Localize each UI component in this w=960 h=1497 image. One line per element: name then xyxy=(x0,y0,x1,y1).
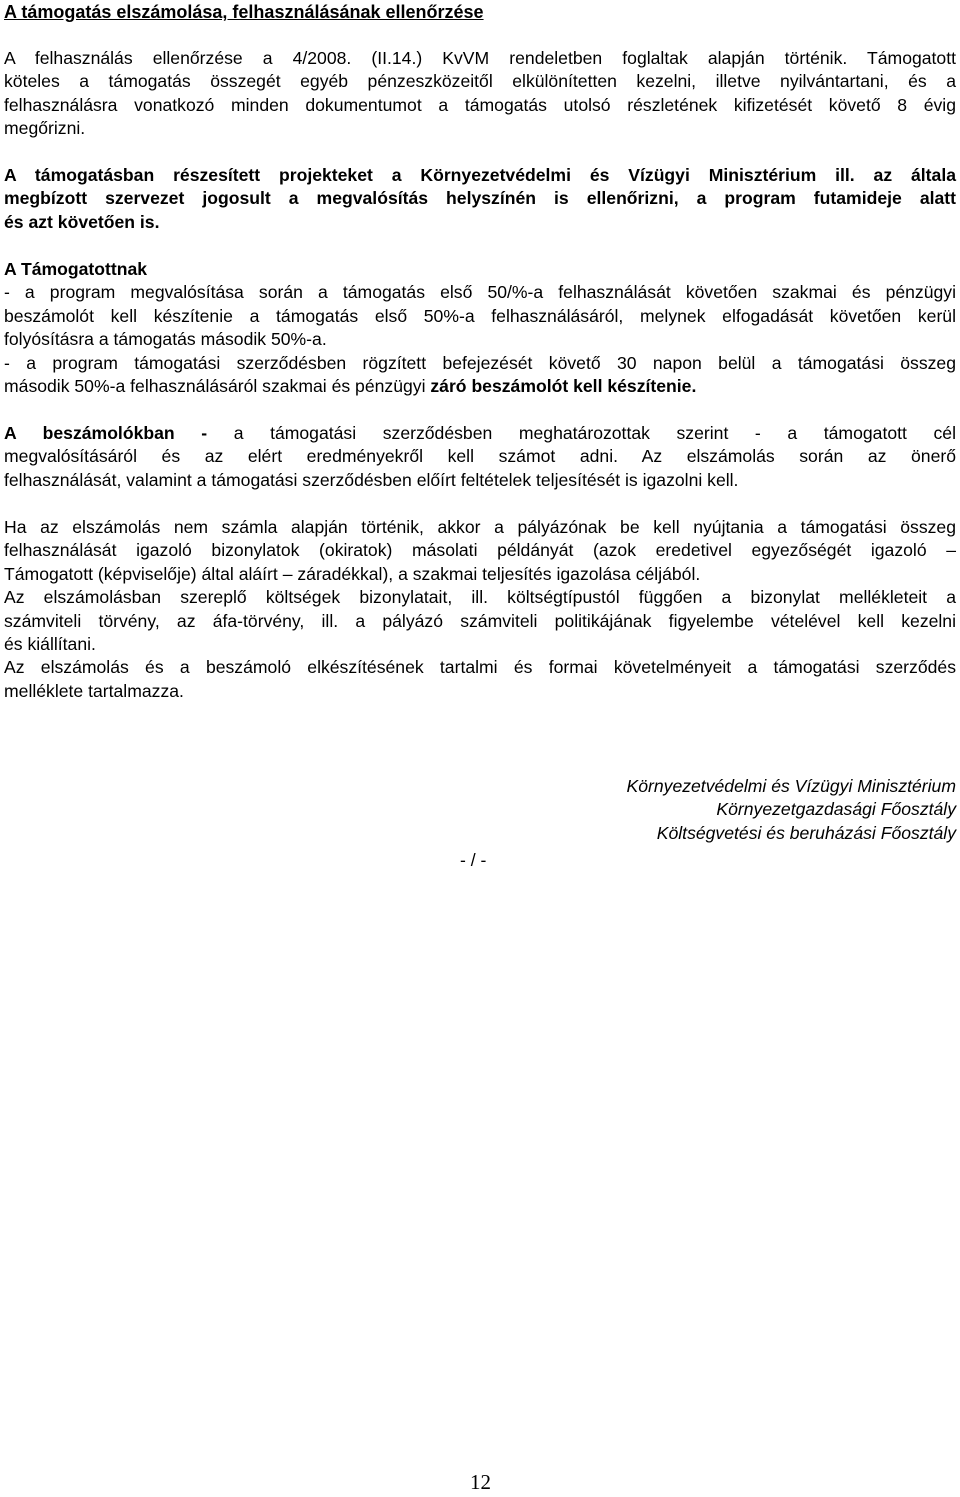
paragraph-line: - a program támogatási szerződésben rögzített befejezését követő 30 napon belül a támogatási összeg xyxy=(4,352,956,373)
paragraph-line: melléklete tartalmazza. xyxy=(4,680,184,701)
inline-text: második 50%-a felhasználásáról szakmai és pénzügyi xyxy=(4,376,431,397)
paragraph-line: Támogatott (képviselője) által aláírt – záradékkal), a szakmai teljesítés igazolása céljából. xyxy=(4,563,701,584)
paragraph-subtitle: A Támogatottnak xyxy=(4,259,148,279)
signature-line: Környezetgazdasági Főosztály xyxy=(716,799,956,820)
paragraph-line: - a program megvalósítása során a támogatás első 50/%-a felhasználását követően szakmai és pénzügyi xyxy=(4,282,956,303)
page-number: 12 xyxy=(470,1470,491,1494)
end-mark: - / - xyxy=(460,850,487,870)
paragraph-line: Az elszámolásban szereplő költségek bizonylatait, ill. költségtípustól függően a bizonylat mellékleteit a xyxy=(4,587,956,608)
paragraph-reports xyxy=(4,422,956,492)
paragraph-line: számviteli törvény, az áfa-törvény, ill. a pályázó számviteli politikájának figyelembe vételével kell kezelni xyxy=(4,610,956,631)
section-heading: A támogatás elszámolása, felhasználásának ellenőrzése xyxy=(4,2,484,22)
paragraph-line: folyósításra a támogatás második 50%-a. xyxy=(4,329,327,350)
paragraph-line: Az elszámolás és a beszámoló elkészítésének tartalmi és formai követelményeit a támogatási szerződés xyxy=(4,657,956,678)
paragraph-line: megvalósításáról és az elért eredményekről kell számot adni. Az elszámolás során az önerő xyxy=(4,446,956,467)
paragraph-line: beszámolót kell készítenie a támogatás első 50%-a felhasználásáról, melynek elfogadását követően kerül xyxy=(4,305,956,326)
inline-text: a támogatási szerződésben meghatározottak szerint - a támogatott cél xyxy=(207,423,956,443)
signature-line: Költségvetési és beruházási Főosztály xyxy=(656,822,956,843)
inline-bold-text: A beszámolókban - xyxy=(4,423,208,443)
paragraph-line: és kiállítani. xyxy=(4,634,96,655)
paragraph-line xyxy=(4,375,956,398)
paragraph-line: felhasználását igazoló bizonylatok (okiratok) másolati példányát (azok eredetivel egyezőségét igazoló – xyxy=(4,540,956,561)
paragraph-line: megőrizni. xyxy=(4,118,86,139)
paragraph-settlement xyxy=(4,516,956,703)
paragraph-line: Ha az elszámolás nem számla alapján történik, akkor a pályázónak be kell nyújtania a támogatási összeg xyxy=(4,517,956,537)
paragraph-line: A felhasználás ellenőrzése a 4/2008. (II.14.) KvVM rendeletben foglaltak alapján történik. Támogatott xyxy=(4,48,956,68)
signature-block xyxy=(626,775,956,845)
paragraph-verification xyxy=(4,47,956,141)
paragraph-line: felhasználását, valamint a támogatási szerződésben előírt feltételek teljesítését is igazolni kell. xyxy=(4,469,739,490)
paragraph-line: köteles a támogatás összegét egyéb pénzeszközeitől elkülönítetten kezelni, illetve nyilvántartani, és a xyxy=(4,71,956,92)
paragraph-inspection xyxy=(4,164,956,234)
paragraph-line: A támogatásban részesített projekteket a Környezetvédelmi és Vízügyi Minisztérium ill. az általa xyxy=(4,165,956,185)
paragraph-line: felhasználásra vonatkozó minden dokumentumot a támogatás utolsó részletének kifizetését követő 8 évig xyxy=(4,94,956,115)
paragraph-line: és azt követően is. xyxy=(4,211,160,232)
inline-bold-text: záró beszámolót kell készítenie. xyxy=(430,376,697,397)
paragraph-line xyxy=(4,422,956,445)
paragraph-obligations xyxy=(4,258,956,398)
paragraph-line: megbízott szervezet jogosult a megvalósítás helyszínén is ellenőrizni, a program futamideje alatt xyxy=(4,188,956,209)
signature-line: Környezetvédelmi és Vízügyi Minisztérium xyxy=(626,776,956,796)
